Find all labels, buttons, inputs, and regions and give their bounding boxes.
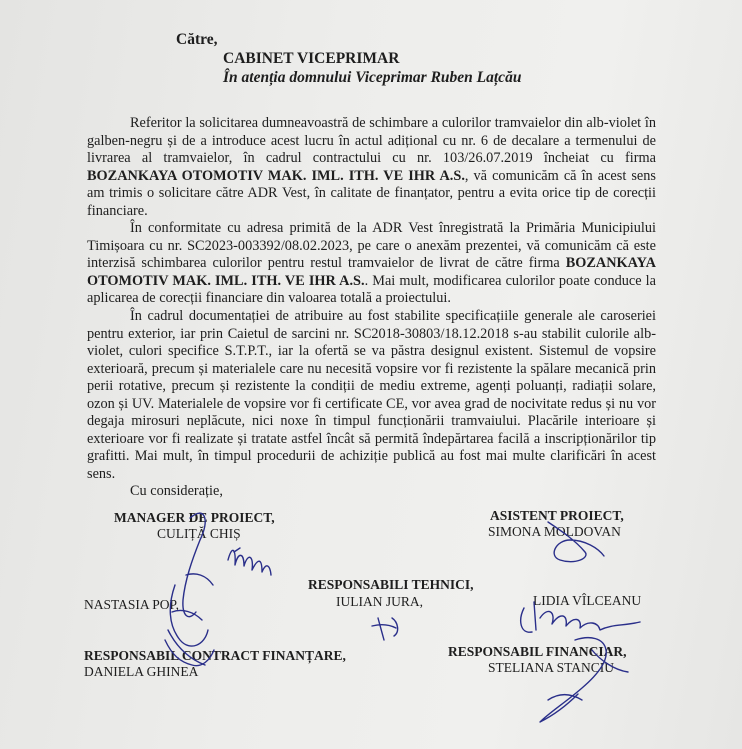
- closing-line: Cu considerație,: [130, 483, 223, 500]
- financial-role: RESPONSABIL FINANCIAR,: [448, 644, 627, 659]
- p1-company: BOZANKAYA OTOMOTIV MAK. IML. ITH. VE IHR A.S.: [87, 167, 465, 184]
- technical-role: RESPONSABILI TEHNICI,: [308, 577, 474, 592]
- contract-role: RESPONSABIL CONTRACT FINANȚARE,: [84, 648, 346, 663]
- p1-text: Referitor la solicitarea dumneavoastră de schimbare a culorilor tramvaielor din alb-violet în galben-negru și de a introduce acest lucru în actul adițional cu nr. 6 de decalare a termenului de livrarea al tramvaielor, în cadrul contractului cu nr. 103/26.07.2019 încheiat cu firma: [87, 115, 656, 167]
- signature-manager-2: [228, 548, 271, 575]
- contract-name: DANIELA GHINEA: [84, 664, 199, 679]
- technical-name-1: NASTASIA POP,: [84, 597, 179, 612]
- signature-financial: [540, 638, 628, 722]
- technical-name-2: IULIAN JURA,: [336, 594, 423, 609]
- signature-manager: [183, 513, 213, 617]
- signature-assistant: [548, 522, 604, 562]
- signature-contract: [165, 640, 214, 666]
- recipient-person: În atenția domnului Viceprimar Ruben Lațcău: [223, 69, 522, 86]
- technical-name-3: LIDIA VÎLCEANU: [533, 593, 642, 608]
- signature-tech-1: [168, 585, 208, 665]
- signature-tech-2: [372, 618, 398, 640]
- manager-name: CULIȚĂ CHIȘ: [157, 526, 241, 541]
- p2-text: În conformitate cu adresa primită de la ADR Vest înregistrată la Primăria Municipiului Timișoara cu nr. SC2023-003392/08.02.2023, pe care o anexăm prezentei, vă comunicăm că este interzisă schimbarea culorilor pentru restul tramvaielor de livrat de către firma: [87, 220, 656, 272]
- assistant-role: ASISTENT PROIECT,: [490, 508, 624, 523]
- recipient-office: CABINET VICEPRIMAR: [223, 50, 400, 67]
- p1-text-end: , vă comunicăm că în acest sens am trimis o solicitare către ADR Vest, în calitate de finanțator, pentru a evita orice tip de corecții financiare.: [87, 167, 656, 219]
- paragraph-3: În cadrul documentației de atribuire au fost stabilite specificațiile generale ale caroseriei pentru exterior, iar prin Caietul de sarcini nr. SC2018-30803/18.12.2018 s-au stabilit culorile alb-violet, culori specifice S.T.P.T., iar la ofertă se va păstra designul existent. Sistemul de vopsire exterioară, precum și materialele care nu necesită vopsire vor fi rezistente la spălare mecanică prin perii rotative, precum și rezistente la condiții de mediu extreme, agenți poluanți, radiații solare, ozon și UV. Materialele de vopsire vor fi certificate CE, vor avea grad de nocivitate redus și nu vor degaja mirosuri neplăcute, nici noxe în timpul funcționării tramvaiului. Placările interioare și exterioare vor fi realizate și tratate astfel încât să permită îndepărtarea facilă a inscripționărilor tip grafitti. Mai mult, în timpul procedurii de achiziție publică au fost mai multe clarificări în acest sens.: [87, 308, 656, 482]
- p2-text-end: . Mai mult, modificarea culorilor poate conduce la aplicarea de corecții financiare din valoarea totală a proiectului.: [87, 272, 656, 307]
- assistant-name: SIMONA MOLDOVAN: [488, 524, 621, 539]
- salutation: Către,: [176, 31, 218, 48]
- signature-tech-3: [521, 602, 640, 632]
- p2-company: BOZANKAYA OTOMOTIV MAK. IML. ITH. VE IHR A.S.: [87, 255, 656, 289]
- financial-name: STELIANA STANCIU: [488, 660, 615, 675]
- manager-role: MANAGER DE PROIECT,: [114, 510, 275, 525]
